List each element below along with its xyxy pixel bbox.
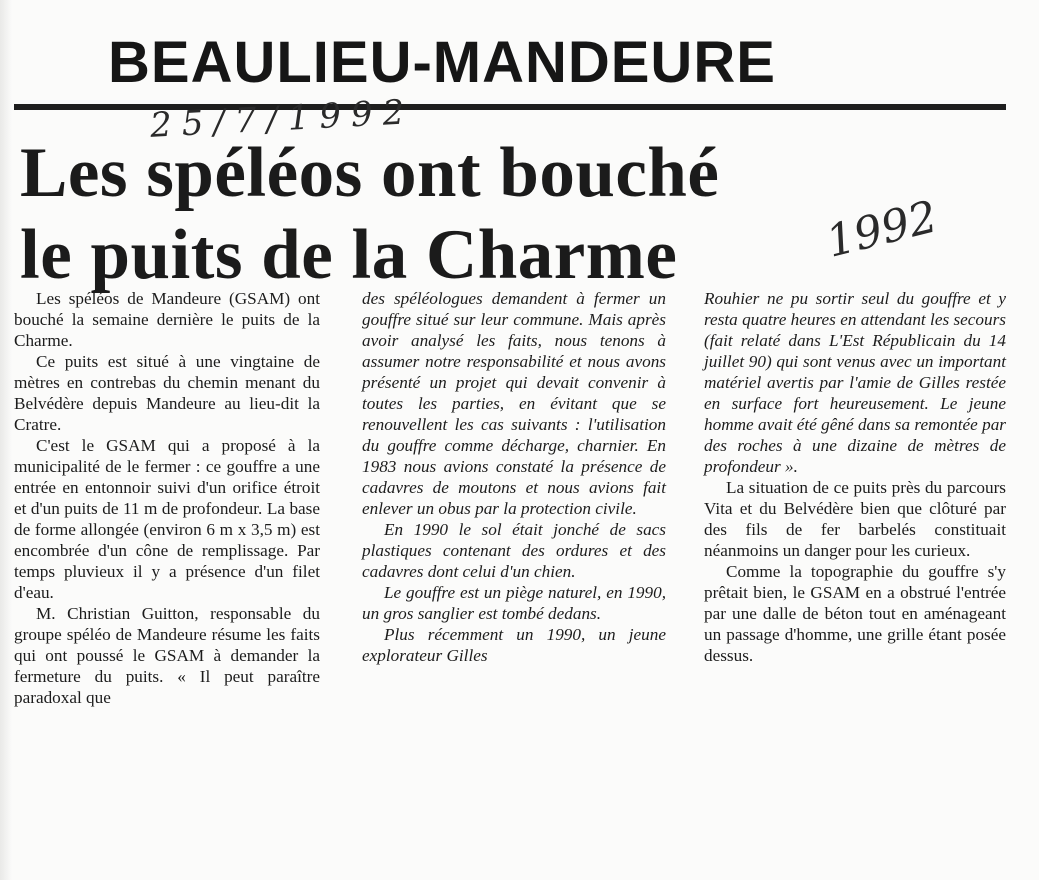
article-column-2 xyxy=(362,288,666,666)
article-column-1 xyxy=(14,288,320,708)
column-paragraph: Ce puits est situé à une vingtaine de mètres en contrebas du chemin menant du Belvédère depuis Mandeure au lieu-dit la Cratre. xyxy=(14,352,320,434)
headline-line-2: le puits de la Charme xyxy=(20,216,678,294)
column-paragraph: En 1990 le sol était jonché de sacs plastiques contenant des ordures et des cadavres dont celui d'un chien. xyxy=(362,520,666,581)
column-paragraph: Plus récemment un 1990, un jeune explorateur Gilles xyxy=(362,625,666,665)
column-paragraph: Rouhier ne pu sortir seul du gouffre et y resta quatre heures en attendant les secours (fait relaté dans L'Est Républicain du 14 juillet 90) qui sont venus avec un important matériel avertis par l'amie de Gilles restée en surface fort heureusement. Le jeune homme avait été gêné dans sa remontée par des roches à une dizaine de mètres de profondeur ». xyxy=(704,289,1006,476)
section-kicker: BEAULIEU-MANDEURE xyxy=(108,30,776,95)
column-paragraph: des spéléologues demandent à fermer un gouffre situé sur leur commune. Mais après avoir analysé les faits, nous tenons à assumer notre responsabilité et nous avons présenté un projet qui devait convenir à toutes les parties, en évitant que se renouvellent les cas suivants : l'utilisation du gouffre comme décharge, charnier. En 1983 nous avions constaté la présence de cadavres de moutons et nous avions fait enlever un obus par la protection civile. xyxy=(362,289,666,518)
column-paragraph: Comme la topographie du gouffre s'y prêtait bien, le GSAM en a obstrué l'entrée par une dalle de béton tout en aménageant un passage d'homme, une grille étant posée dessus. xyxy=(704,562,1006,665)
handwritten-year: 1992 xyxy=(821,191,943,268)
column-paragraph: Le gouffre est un piège naturel, en 1990, un gros sanglier est tombé dedans. xyxy=(362,583,666,623)
column-paragraph: Les spéléos de Mandeure (GSAM) ont bouché la semaine dernière le puits de la Charme. xyxy=(14,289,320,350)
scan-edge-shadow xyxy=(0,0,12,880)
column-paragraph: La situation de ce puits près du parcours Vita et du Belvédère bien que clôturé par des fils de fer barbelés constituait néanmoins un danger pour les curieux. xyxy=(704,478,1006,560)
headline-line-1: Les spéléos ont bouché xyxy=(20,134,720,212)
article-column-3 xyxy=(704,288,1006,666)
column-paragraph: C'est le GSAM qui a proposé à la municipalité de le fermer : ce gouffre a une entrée en entonnoir suivi d'un orifice étroit et d'un puits de 11 m de profondeur. La base de forme allongée (environ 6 m x 3,5 m) est encombrée d'un cône de remplissage. Par temps pluvieux il y a présence d'un filet d'eau. xyxy=(14,436,320,602)
handwritten-date: 25/7/1992 xyxy=(149,92,416,146)
headline xyxy=(20,132,719,296)
column-paragraph: M. Christian Guitton, responsable du groupe spéléo de Mandeure résume les faits qui ont poussé le GSAM à demander la fermeture du puits. « Il peut paraître paradoxal que xyxy=(14,604,320,707)
